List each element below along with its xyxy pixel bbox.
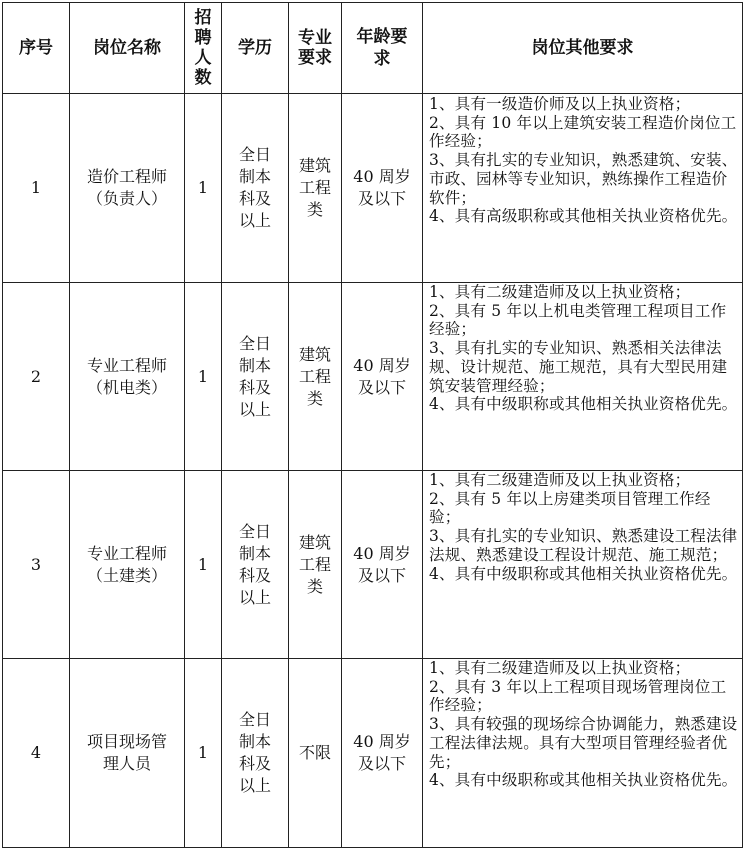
row-major: 建筑工程类 [289, 471, 342, 659]
row-position: 项目现场管理人员 [70, 659, 185, 848]
row-education: 全日制本科及以上 [222, 471, 289, 659]
row-position: 造价工程师（负责人） [70, 94, 185, 283]
row-index: 2 [3, 283, 70, 471]
requirement-item: 4、具有中级职称或其他相关执业资格优先。 [429, 395, 738, 414]
row-age: 40 周岁及以下 [342, 471, 423, 659]
row-position: 专业工程师（机电类） [70, 283, 185, 471]
header-other: 岗位其他要求 [423, 3, 743, 94]
row-major: 建筑工程类 [289, 94, 342, 283]
recruitment-table [2, 2, 743, 848]
requirement-item: 1、具有二级建造师及以上执业资格； [429, 659, 691, 677]
row-other-requirements [423, 659, 743, 848]
header-row [3, 3, 743, 94]
row-age: 40 周岁及以下 [342, 94, 423, 283]
table-row [3, 283, 743, 471]
row-education: 全日制本科及以上 [222, 283, 289, 471]
table-row [3, 94, 743, 283]
row-age: 40 周岁及以下 [342, 283, 423, 471]
row-count: 1 [185, 283, 222, 471]
table-row [3, 659, 743, 848]
requirement-item: 4、具有高级职称或其他相关执业资格优先。 [429, 207, 738, 226]
header-count: 招聘人数 [185, 3, 222, 94]
row-position: 专业工程师（土建类） [70, 471, 185, 659]
row-education: 全日制本科及以上 [222, 94, 289, 283]
requirement-item: 2、具有 3 年以上工程项目现场管理岗位工作经验； [429, 677, 727, 715]
requirement-item: 3、具有扎实的专业知识、熟悉相关法律法规、设计规范、施工规范，具有大型民用建筑安装管理经验； [429, 339, 728, 395]
table-row [3, 471, 743, 659]
row-other-requirements [423, 471, 743, 659]
row-index: 1 [3, 94, 70, 283]
header-education: 学历 [222, 3, 289, 94]
requirement-item: 2、具有 5 年以上机电类管理工程项目工作经验； [429, 301, 727, 339]
row-other-requirements [423, 283, 743, 471]
row-other-requirements [423, 94, 743, 283]
row-major: 建筑工程类 [289, 283, 342, 471]
requirement-item: 1、具有一级造价师及以上执业资格； [429, 95, 691, 113]
row-age: 40 周岁及以下 [342, 659, 423, 848]
row-index: 4 [3, 659, 70, 848]
header-index: 序号 [3, 3, 70, 94]
row-education: 全日制本科及以上 [222, 659, 289, 848]
row-count: 1 [185, 471, 222, 659]
requirement-item: 1、具有二级建造师及以上执业资格； [429, 471, 691, 489]
requirement-item: 3、具有扎实的专业知识，熟悉建筑、安装、市政、园林等专业知识，熟练操作工程造价软件； [429, 151, 738, 207]
requirement-item: 3、具有扎实的专业知识、熟悉建设工程法律法规、熟悉建设工程设计规范、施工规范； [429, 527, 738, 564]
requirement-item: 1、具有二级建造师及以上执业资格； [429, 283, 691, 301]
row-index: 3 [3, 471, 70, 659]
requirement-item: 2、具有 10 年以上建筑安装工程造价岗位工作经验； [429, 113, 737, 151]
row-major: 不限 [289, 659, 342, 848]
header-age: 年龄要求 [342, 3, 423, 94]
requirement-item: 4、具有中级职称或其他相关执业资格优先。 [429, 564, 738, 583]
requirement-item: 4、具有中级职称或其他相关执业资格优先。 [429, 771, 738, 790]
row-count: 1 [185, 94, 222, 283]
row-count: 1 [185, 659, 222, 848]
requirement-item: 3、具有较强的现场综合协调能力，熟悉建设工程法律法规。具有大型项目管理经验者优先； [429, 715, 738, 771]
header-major: 专业要求 [289, 3, 342, 94]
requirement-item: 2、具有 5 年以上房建类项目管理工作经验； [429, 489, 711, 527]
header-position: 岗位名称 [70, 3, 185, 94]
